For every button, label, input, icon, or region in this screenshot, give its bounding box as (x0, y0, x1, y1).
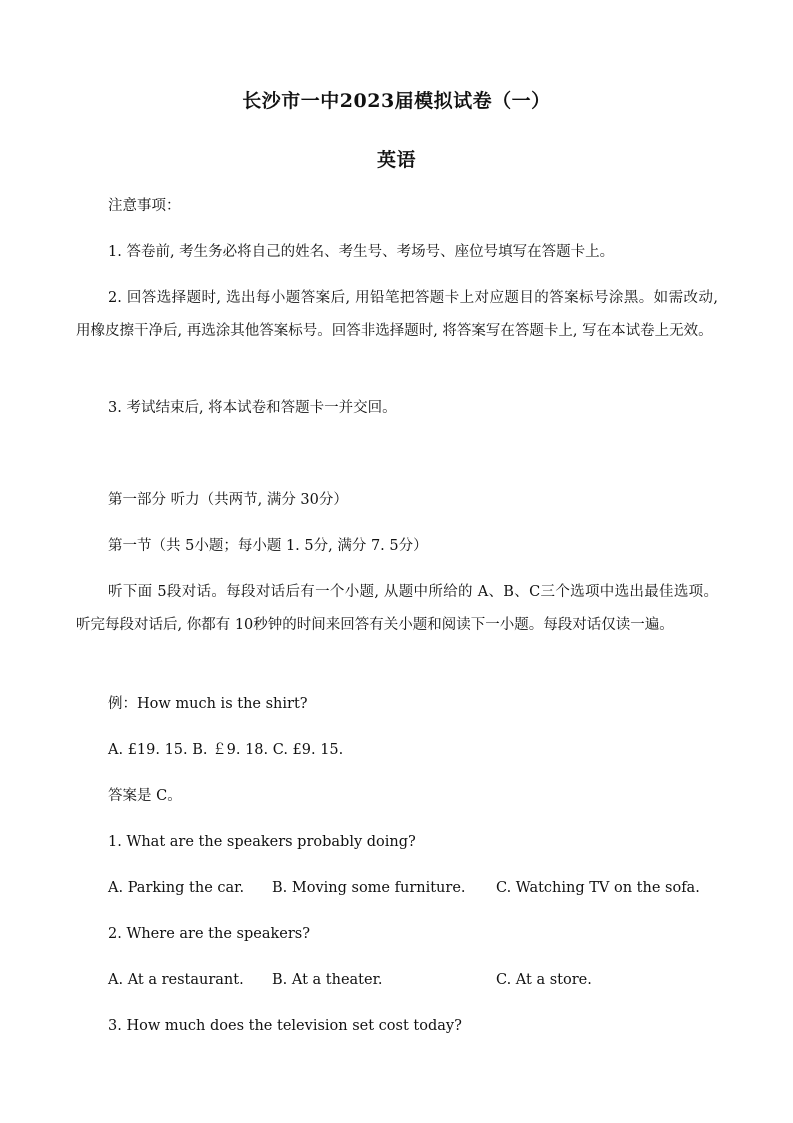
question-2-options (108, 970, 728, 990)
option-c: C. At a store. (496, 972, 592, 988)
option-a: A. At a restaurant. (108, 972, 244, 988)
example-question: 例：How much is the shirt? (108, 696, 308, 712)
listening-instructions: 听下面 5段对话。每段对话后有一个小题, 从题中所给的 A、B、C三个选项中选出最佳选项。听完每段对话后, 你都有 10秒钟的时间来回答有关小题和阅读下一小题。每段对话仅读一遍。 (76, 584, 718, 633)
example-options: A. £19. 15. B. ￡9. 18. C. £9. 15. (108, 742, 344, 758)
notes-heading: 注意事项： (108, 198, 181, 214)
question-1: 1. What are the speakers probably doing? (108, 834, 416, 850)
subject-title: 英语 (376, 149, 416, 171)
option-b: B. At a theater. (272, 972, 383, 988)
section1-heading: 第一节（共 5小题；每小题 1. 5分, 满分 7. 5分） (108, 538, 428, 554)
option-c: C. Watching TV on the sofa. (496, 880, 700, 896)
exam-title: 长沙市一中2023届模拟试卷（一） (242, 90, 551, 112)
option-b: B. Moving some furniture. (272, 880, 466, 896)
question-3: 3. How much does the television set cost today? (108, 1018, 462, 1034)
question-2: 2. Where are the speakers? (108, 926, 310, 942)
part1-heading: 第一部分 听力（共两节, 满分 30分） (108, 492, 348, 508)
option-a: A. Parking the car. (108, 880, 245, 896)
example-answer: 答案是 C。 (108, 788, 182, 804)
note-item-3: 3. 考试结束后, 将本试卷和答题卡一并交回。 (108, 400, 397, 416)
question-1-options (108, 878, 728, 898)
note-item-2: 2. 回答选择题时, 选出每小题答案后, 用铅笔把答题卡上对应题目的答案标号涂黑。如需改动, 用橡皮擦干净后, 再选涂其他答案标号。回答非选择题时, 将答案写在答题卡上, 写在本试卷上无效。 (76, 290, 718, 339)
note-item-1: 1. 答卷前, 考生务必将自己的姓名、考生号、考场号、座位号填写在答题卡上。 (108, 244, 615, 260)
